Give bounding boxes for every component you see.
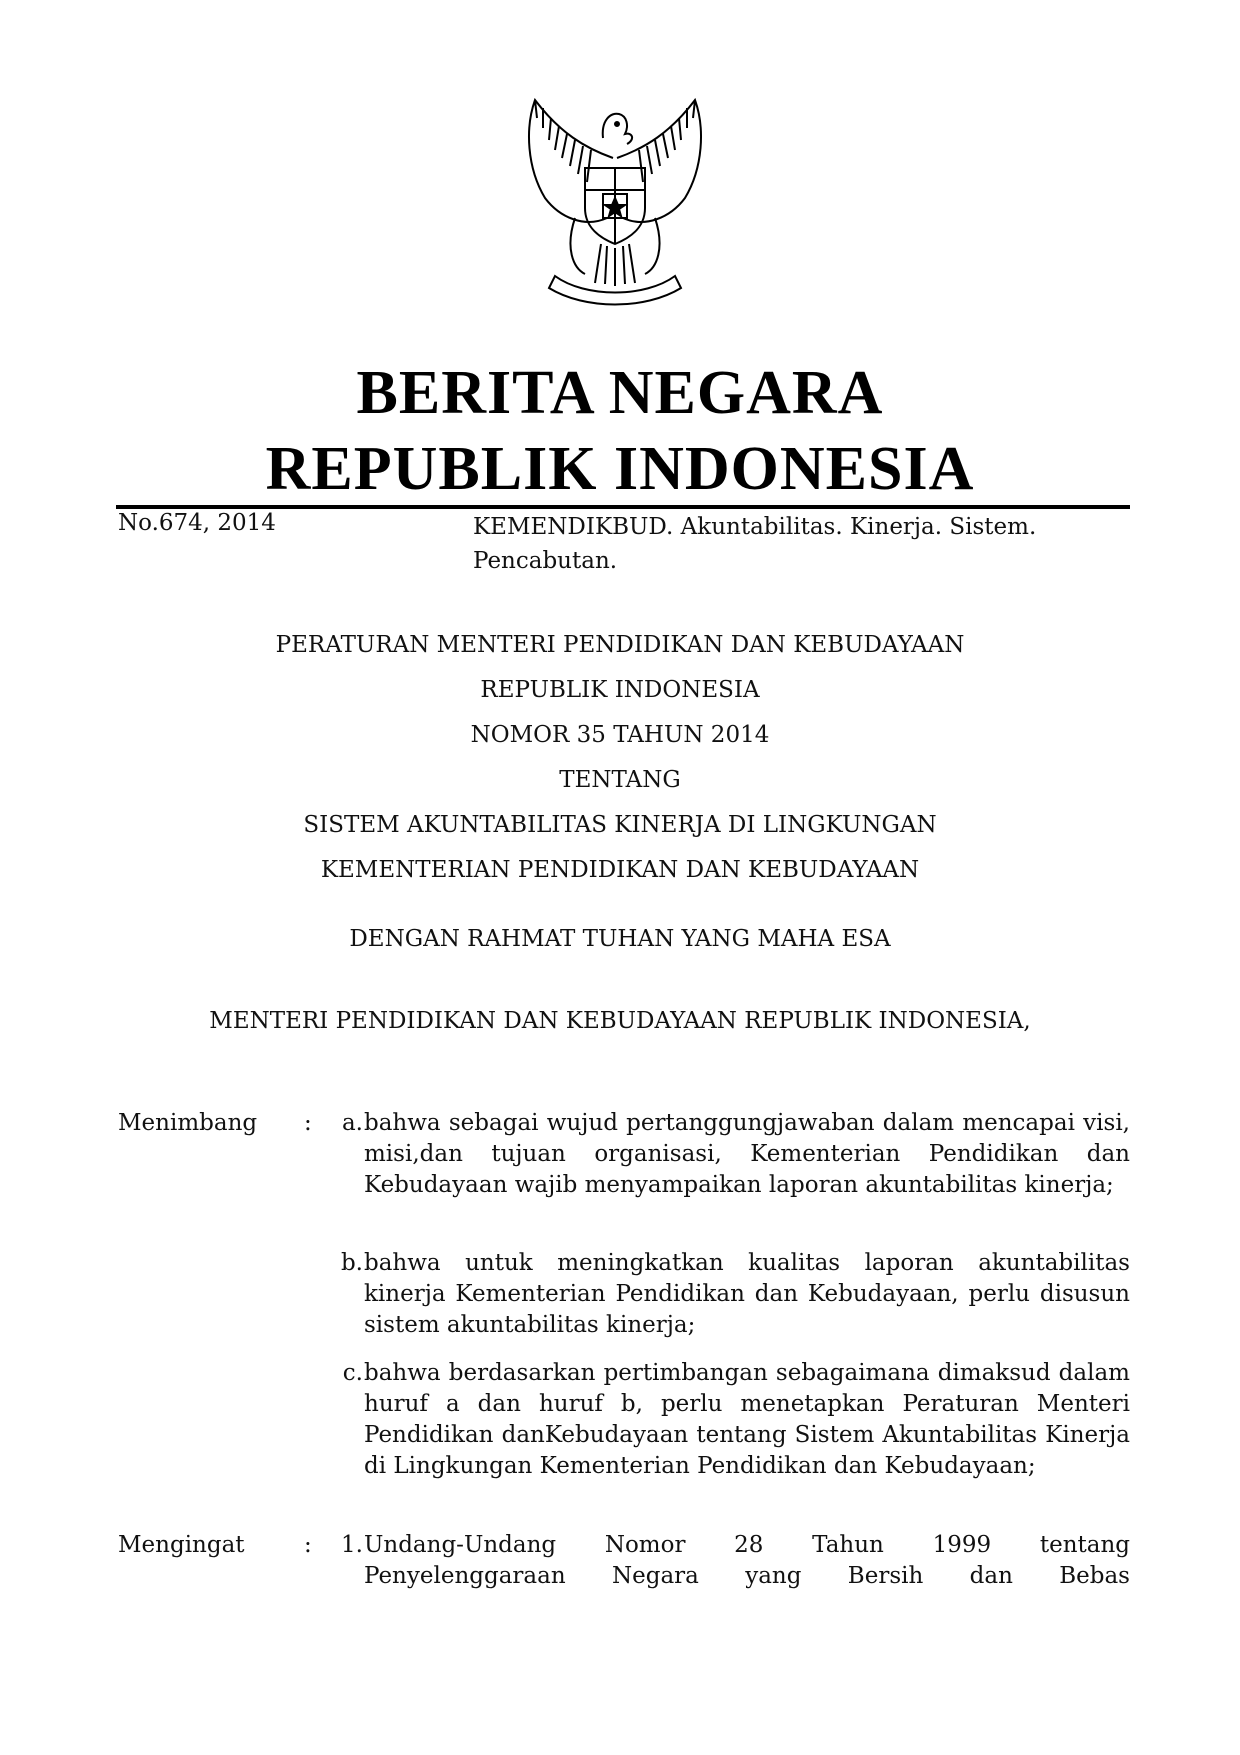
item-marker: 1. [341,1532,363,1558]
garuda-emblem [515,98,715,308]
gazette-description: KEMENDIKBUD. Akuntabilitas. Kinerja. Sistem. Pencabutan. [473,514,1037,574]
regulation-title-line: NOMOR 35 TAHUN 2014 [470,722,770,748]
menimbang-label: Menimbang [118,1110,258,1136]
item-marker: b. [340,1250,363,1276]
mengingat-label: Mengingat [118,1532,245,1558]
considering-item: bahwa berdasarkan pertimbangan sebagaimana dimaksud dalam huruf a dan huruf b, perlu menetapkan Peraturan Menteri Pendidikan danKebudayaan tentang Sistem Akuntabilitas Kinerja di Lingkungan Kementerian Pendidikan dan Kebudayaan; [364,1360,1130,1479]
gazette-subtitle: REPUBLIK INDONESIA [265,435,975,503]
regulation-title-line: KEMENTERIAN PENDIDIKAN DAN KEBUDAYAAN [320,857,920,883]
item-marker: c. [342,1360,363,1386]
gazette-number: No.674, 2014 [118,510,276,536]
considering-item: bahwa untuk meningkatkan kualitas laporan akuntabilitas kinerja Kementerian Pendidikan dan Kebudayaan, perlu disusun sistem akuntabilitas kinerja; [364,1250,1130,1338]
regulation-title-line: SISTEM AKUNTABILITAS KINERJA DI LINGKUNGAN [303,812,937,838]
regulation-title-line: TENTANG [559,767,681,793]
item-marker: a. [341,1110,363,1136]
issuer: MENTERI PENDIDIKAN DAN KEBUDAYAAN REPUBLIK INDONESIA, [209,1008,1031,1034]
gazette-title: BERITA NEGARA [356,359,884,427]
mengingat-colon: : [304,1532,312,1558]
legal-basis-item: Undang-Undang Nomor 28 Tahun 1999 tentang Penyelenggaraan Negara yang Bersih dan Bebas [364,1532,1130,1589]
invocation: DENGAN RAHMAT TUHAN YANG MAHA ESA [349,926,891,952]
considering-item: bahwa sebagai wujud pertanggungjawaban dalam mencapai visi, misi,dan tujuan organisasi, Kementerian Pendidikan dan Kebudayaan wajib menyampaikan laporan akuntabilitas kinerja; [364,1110,1130,1198]
title-rule [116,505,1130,509]
regulation-title-line: REPUBLIK INDONESIA [480,677,760,703]
regulation-title-line: PERATURAN MENTERI PENDIDIKAN DAN KEBUDAYAAN [275,632,965,658]
menimbang-colon: : [304,1110,312,1136]
